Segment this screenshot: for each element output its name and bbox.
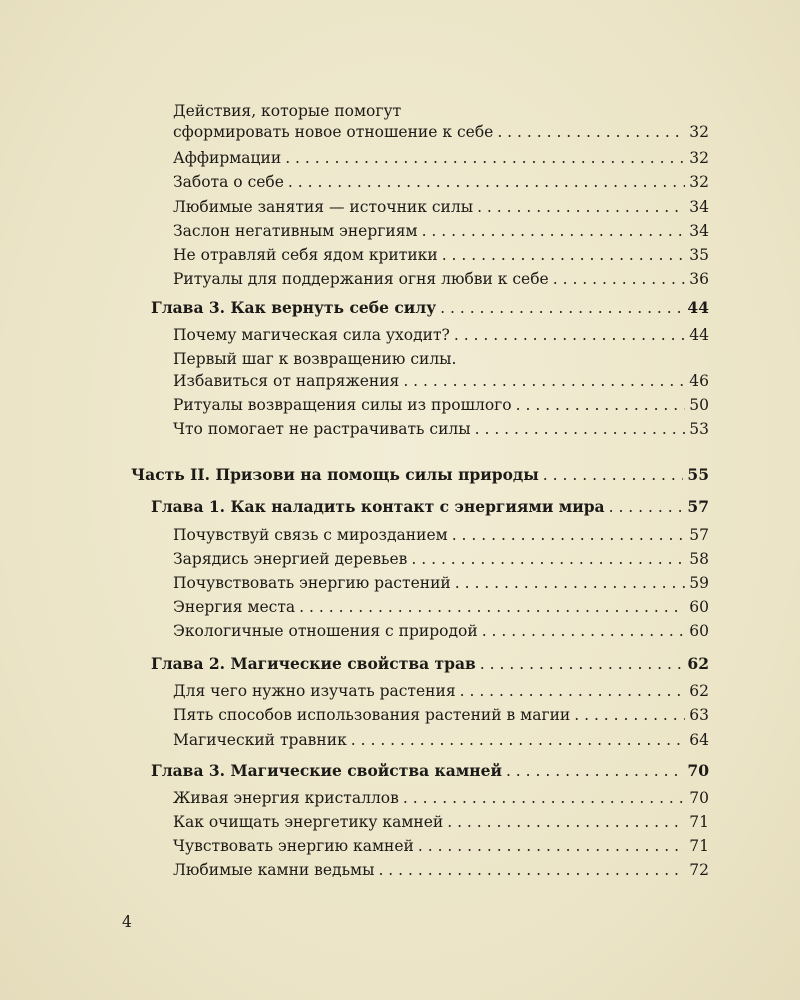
- dot-leader: [411, 550, 685, 568]
- toc-entry-page: 71: [689, 813, 709, 831]
- toc-entry-page: 63: [689, 706, 709, 724]
- dot-leader: [285, 149, 685, 167]
- toc-chapter-page: 62: [687, 654, 709, 673]
- toc-entry-title: Для чего нужно изучать растения: [173, 682, 456, 700]
- toc-entry-page: 59: [689, 574, 709, 592]
- toc-entry-title: Экологичные отношения с природой: [173, 622, 478, 640]
- toc-entry: [173, 396, 709, 414]
- toc-entry: [173, 682, 709, 700]
- toc-chapter-title: Глава 3. Магические свойства камней: [151, 761, 502, 780]
- toc-chapter-title: Глава 3. Как вернуть себе силу: [151, 298, 437, 317]
- toc-entry-page: 46: [689, 372, 709, 390]
- toc-entry: [173, 789, 709, 807]
- toc-entry-title: Почувствовать энергию растений: [173, 574, 451, 592]
- toc-chapter-title: Глава 2. Магические свойства трав: [151, 654, 476, 673]
- dot-leader: [609, 498, 684, 516]
- dot-leader: [422, 222, 686, 240]
- toc-entry: [173, 526, 709, 544]
- toc-entry: [173, 372, 709, 390]
- toc-entry-page: 34: [689, 222, 709, 240]
- toc-entry: [173, 198, 709, 216]
- toc-entry-title: Не отравляй себя ядом критики: [173, 246, 438, 264]
- toc-entry: [173, 246, 709, 264]
- toc-part: [131, 466, 709, 484]
- toc-entry-title: Забота о себе: [173, 173, 284, 191]
- toc-chapter: [151, 655, 709, 673]
- toc-entry-title: Ритуалы возвращения силы из прошлого: [173, 396, 512, 414]
- toc-entry-page: 35: [689, 246, 709, 264]
- toc-chapter-page: 57: [687, 497, 709, 516]
- toc-entry: [173, 731, 709, 749]
- toc-entry-page: 57: [689, 526, 709, 544]
- toc-entry-title: Зарядись энергией деревьев: [173, 550, 408, 568]
- toc-entry-title: Как очищать энергетику камней: [173, 813, 444, 831]
- toc-entry-title: Почему магическая сила уходит?: [173, 326, 450, 344]
- dot-leader: [440, 299, 683, 317]
- dot-leader: [442, 246, 686, 264]
- toc-chapter-page: 44: [687, 298, 709, 317]
- dot-leader: [454, 326, 685, 344]
- toc-entry: [173, 149, 709, 167]
- toc-part-title: Часть II. Призови на помощь силы природы: [131, 465, 539, 484]
- toc-entry-page: 50: [689, 396, 709, 414]
- toc-entry-page: 60: [689, 598, 709, 616]
- toc-entry: [173, 123, 709, 141]
- dot-leader: [480, 655, 684, 673]
- dot-leader: [403, 372, 685, 390]
- page-number: 4: [122, 913, 132, 931]
- toc-entry-page: 60: [689, 622, 709, 640]
- toc-entry-page: 34: [689, 198, 709, 216]
- toc-entry: [173, 598, 709, 616]
- dot-leader: [403, 789, 685, 807]
- toc-entry-title: Чувствовать энергию камней: [173, 837, 414, 855]
- dot-leader: [452, 526, 686, 544]
- dot-leader: [351, 731, 686, 749]
- toc-entry-title: Энергия места: [173, 598, 296, 616]
- toc-entry: [173, 813, 709, 831]
- dot-leader: [506, 762, 683, 780]
- dot-leader: [574, 706, 685, 724]
- toc-entry: [173, 706, 709, 724]
- toc-entry-title: Аффирмации: [173, 149, 282, 167]
- dot-leader: [543, 466, 684, 484]
- toc-entry-page: 32: [689, 123, 709, 141]
- dot-leader: [378, 861, 685, 879]
- toc-entry-page: 44: [689, 326, 709, 344]
- toc-chapter: [151, 762, 709, 780]
- toc-entry-page: 64: [689, 731, 709, 749]
- toc-entry-title: Пять способов использования растений в магии: [173, 706, 571, 724]
- toc-entry-first-line: Действия, которые помогут: [173, 102, 402, 120]
- toc-entry-title: Магический травник: [173, 731, 347, 749]
- dot-leader: [455, 574, 686, 592]
- toc-entry-title: Почувствуй связь с мирозданием: [173, 526, 448, 544]
- toc-entry-title: Избавиться от напряжения: [173, 372, 400, 390]
- toc-entry-title: Заслон негативным энергиям: [173, 222, 418, 240]
- toc-entry: [173, 222, 709, 240]
- toc-entry-page: 53: [689, 420, 709, 438]
- toc-chapter-page: 70: [687, 761, 709, 780]
- dot-leader: [288, 173, 685, 191]
- toc-entry-title: сформировать новое отношение к себе: [173, 123, 494, 141]
- toc-entry: [173, 574, 709, 592]
- toc-entry-title: Что помогает не растрачивать силы: [173, 420, 471, 438]
- toc-entry-page: 70: [689, 789, 709, 807]
- dot-leader: [460, 682, 686, 700]
- toc-part-page: 55: [687, 465, 709, 484]
- toc-entry-title: Живая энергия кристаллов: [173, 789, 399, 807]
- toc-chapter: [151, 498, 709, 516]
- toc-entry: [173, 326, 709, 344]
- toc-entry: [173, 861, 709, 879]
- toc-entry-page: 36: [689, 270, 709, 288]
- toc-entry: [173, 270, 709, 288]
- dot-leader: [475, 420, 686, 438]
- toc-chapter: [151, 299, 709, 317]
- toc-entry: [173, 420, 709, 438]
- dot-leader: [516, 396, 686, 414]
- toc-entry: [173, 173, 709, 191]
- toc-entry-title: Любимые камни ведьмы: [173, 861, 375, 879]
- toc-entry-page: 72: [689, 861, 709, 879]
- dot-leader: [482, 622, 686, 640]
- toc-entry: [173, 550, 709, 568]
- toc-entry-title: Ритуалы для поддержания огня любви к себе: [173, 270, 549, 288]
- dot-leader: [418, 837, 685, 855]
- toc-chapter-title: Глава 1. Как наладить контакт с энергиями мира: [151, 497, 605, 516]
- dot-leader: [447, 813, 685, 831]
- dot-leader: [477, 198, 685, 216]
- dot-leader: [497, 123, 685, 141]
- dot-leader: [553, 270, 686, 288]
- toc-entry-page: 32: [689, 149, 709, 167]
- toc-entry: [173, 837, 709, 855]
- toc-entry: [173, 622, 709, 640]
- toc-entry-page: 62: [689, 682, 709, 700]
- toc-entry-page: 32: [689, 173, 709, 191]
- dot-leader: [299, 598, 685, 616]
- toc-entry-page: 58: [689, 550, 709, 568]
- toc-entry-page: 71: [689, 837, 709, 855]
- toc-entry-title: Любимые занятия — источник силы: [173, 198, 474, 216]
- toc-entry-first-line: Первый шаг к возвращению силы.: [173, 350, 457, 368]
